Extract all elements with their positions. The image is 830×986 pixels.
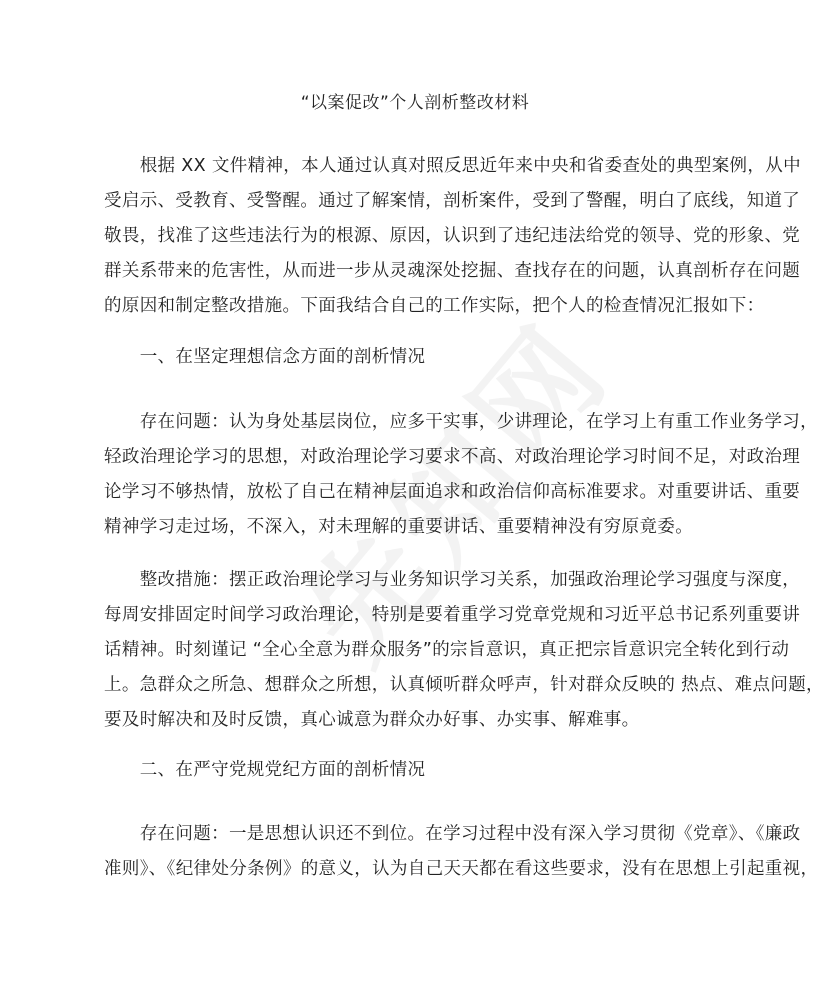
- problem-1-line-2: 轻政治理论学习的思想，对政治理论学习要求不高、对政治理论学习时间不足，对政治理: [104, 447, 801, 467]
- measures-1-line-4: 上。急群众之所急、想群众之所想，认真倾听群众呼声，针对群众反映的 热点、难点问题，: [104, 675, 824, 695]
- problem-2-line-2: 准则》、《纪律处分条例》的意义，认为自己天天都在看这些要求，没有在思想上引起重视，: [104, 859, 819, 879]
- measures-1-line-5: 要及时解决和及时反馈，真心诚意为群众办好事、办实事、解难事。: [104, 710, 640, 730]
- problem-1-line-4: 精神学习走过场，不深入，对未理解的重要讲话、重要精神没有穷原竟委。: [104, 517, 694, 537]
- section-heading-1: 一、在坚定理想信念方面的剖析情况: [104, 347, 426, 367]
- paragraph-intro-line-4: 群关系带来的危害性，从而进一步从灵魂深处挖掘、查找存在的问题，认真剖析存在问题: [104, 261, 801, 281]
- document-title: “以案促改”个人剖析整改材料: [300, 93, 530, 113]
- problem-2-line-1: 存在问题：一是思想认识还不到位。在学习过程中没有深入学习贯彻《党章》、《廉政: [104, 824, 801, 844]
- paragraph-intro-line-3: 敬畏，找准了这些违法行为的根源、原因，认识到了违纪违法给党的领导、党的形象、党: [104, 226, 801, 246]
- measures-1-line-3: 话精神。时刻谨记 “全心全意为群众服务”的宗旨意识，真正把宗旨意识完全转化到行动: [104, 640, 790, 660]
- paragraph-intro-line-1: 根据 XX 文件精神，本人通过认真对照反思近年来中央和省委查处的典型案例，从中: [104, 156, 801, 176]
- paragraph-intro-line-5: 的原因和制定整改措施。下面我结合自己的工作实际，把个人的检查情况汇报如下：: [104, 296, 765, 316]
- measures-1-line-1: 整改措施：摆正政治理论学习与业务知识学习关系，加强政治理论学习强度与深度，: [104, 570, 801, 590]
- problem-1-line-1: 存在问题：认为身处基层岗位，应多干实事，少讲理论，在学习上有重工作业务学习，: [104, 412, 818, 432]
- section-heading-2: 二、在严守党规党纪方面的剖析情况: [104, 760, 426, 780]
- paragraph-intro-line-2: 受启示、受教育、受警醒。通过了解案情，剖析案件，受到了警醒，明白了底线，知道了: [104, 191, 801, 211]
- problem-1-line-3: 论学习不够热情，放松了自己在精神层面追求和政治信仰高标准要求。对重要讲话、重要: [104, 482, 801, 502]
- measures-1-line-2: 每周安排固定时间学习政治理论，特别是要着重学习党章党规和习近平总书记系列重要讲: [104, 605, 801, 625]
